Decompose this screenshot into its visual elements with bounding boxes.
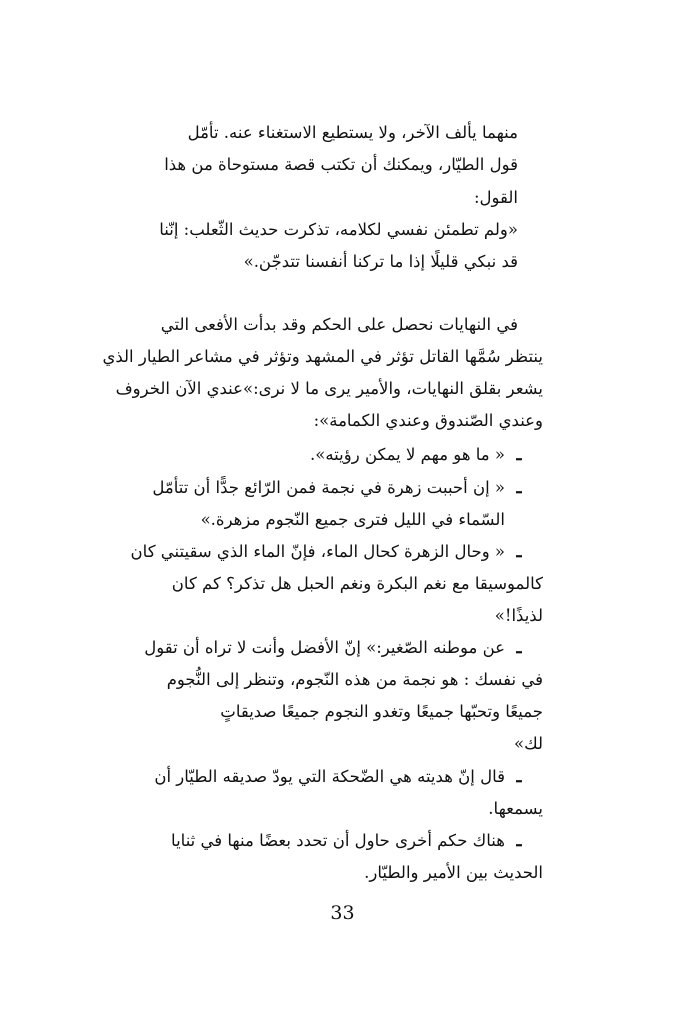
paragraph-2-line-4: وعندي الصّندوق وعندي الكمامة»:	[313, 411, 543, 430]
list-bullet-4: ـ	[516, 638, 522, 658]
list-bullet-3: ـ	[516, 542, 522, 562]
list-bullet-1: ـ	[516, 445, 522, 465]
list-item-6-line-2: الحديث بين الأمير والطيّار.	[364, 863, 543, 882]
list-item-4-line-4: لك»	[513, 734, 543, 753]
paragraph-2-line-1: في النهايات نحصل على الحكم وقد بدأت الأفعى التي	[160, 315, 518, 334]
paragraph-1-line-2: قول الطيّار، ويمكنك أن تكتب قصة مستوحاة من هذا	[164, 155, 518, 174]
paragraph-1-line-3: القول:	[473, 188, 518, 207]
paragraph-2-line-3: يشعر بقلق النهايات، والأمير يرى ما لا نرى:»عندي الآن الخروف	[115, 379, 543, 398]
list-item-5-line-2: يسمعها.	[488, 799, 543, 818]
list-item-2-line-2: السّماء في الليل فترى جميع النّجوم مزهرة.»	[200, 510, 505, 529]
list-item-6-line-1: هناك حكم أخرى حاول أن تحدد بعضًا منها في ثنايا	[171, 831, 505, 850]
list-item-2-line-1: « إن أحببت زهرة في نجمة فمن الرّائع جدًّا أن تتأمّل	[152, 478, 505, 497]
list-bullet-2: ـ	[516, 478, 522, 498]
paragraph-1-line-4: «ولم تطمئن نفسي لكلامه، تذكرت حديث الثّعلب: إنّنا	[159, 220, 518, 239]
list-item-3-line-2: كالموسيقا مع نغم البكرة ونغم الحبل هل تذكر؟ كم كان	[171, 574, 543, 593]
paragraph-1-line-1: منهما يألف الآخر، ولا يستطيع الاستغناء عنه. تأمّل	[187, 123, 518, 142]
list-item-4-line-2: في نفسك : هو نجمة من هذه النّجوم، وتنظر إلى النُّجوم	[166, 670, 543, 689]
paragraph-1-line-5: قد نبكي قليلًا إذا ما تركنا أنفسنا تتدجّن.»	[243, 252, 518, 271]
list-item-3-line-1: « وحال الزهرة كحال الماء، فإنّ الماء الذي سقيتني كان	[130, 542, 505, 561]
list-item-3-line-3: لذيذًا!»	[494, 606, 543, 625]
list-item-4-line-3: جميعًا وتحبّها جميعًا وتغدو النجوم جميعًا صديقاتٍ	[220, 702, 543, 721]
list-item-4-line-1: عن موطنه الصّغير:» إنّ الأفضل وأنت لا تراه أن تقول	[144, 638, 505, 657]
paragraph-2-line-2: ينتظر سُمَّها القاتل تؤثر في المشهد وتؤثر في مشاعر الطيار الذي	[102, 347, 543, 366]
list-item-5-line-1: قال إنّ هديته هي الضّحكة التي يودّ صديقه الطيّار أن	[154, 767, 505, 786]
list-item-1-line-1: « ما هو مهم لا يمكن رؤيته».	[310, 445, 505, 464]
list-bullet-6: ـ	[516, 831, 522, 851]
page-number: 33	[330, 902, 355, 924]
list-bullet-5: ـ	[516, 767, 522, 787]
